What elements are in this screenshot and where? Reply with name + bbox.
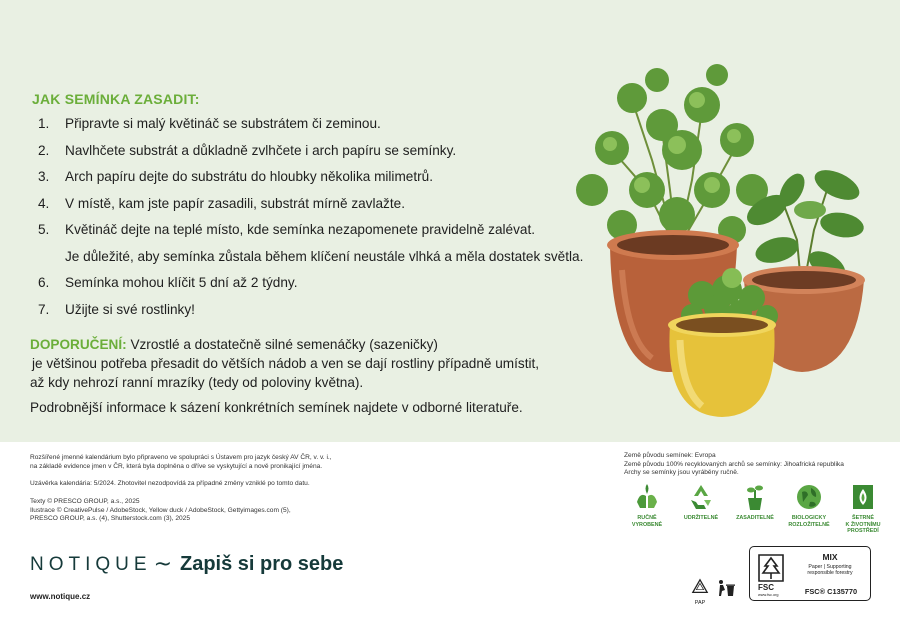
step-text: Semínka mohou klíčit 5 dní až 2 týdny. xyxy=(65,275,298,290)
trash-bin-icon xyxy=(716,578,736,598)
step-item xyxy=(38,222,598,249)
step-item xyxy=(38,275,598,302)
credit-line-3: PRESCO GROUP, a.s. (4), Shutterstock.com (3), 2025 xyxy=(30,515,191,523)
step-text: Užijte si své rostlinky! xyxy=(65,301,195,317)
brand-lockup xyxy=(30,552,343,577)
notique-logo: NOTIQUE xyxy=(30,553,152,575)
badge-label: ŠETRNÉ K ŽIVOTNÍMU PROSTŘEDÍ xyxy=(845,515,881,535)
badge-label: RUČNĚ VYROBENÉ xyxy=(631,515,663,528)
step-number: 5. xyxy=(38,222,50,237)
origin-info xyxy=(624,452,894,478)
fsc-code: FSC® C135770 xyxy=(804,587,858,596)
origin-line-3: Archy se semínky jsou vyráběny ručně. xyxy=(624,469,739,477)
calendar-note-line-2: na základě evidence jmen v ČR, která byla doplněna o dříve se vyskytující a nově pronikající jména. xyxy=(30,462,323,470)
globe-icon xyxy=(794,482,824,512)
badge-label: ZASADITELNÉ xyxy=(736,515,774,521)
origin-line-1: Země původu semínek: Evropa xyxy=(624,452,716,459)
badge-sustainable xyxy=(676,482,726,535)
step-text: Připravte si malý květináč se substrátem či zeminou. xyxy=(65,116,381,131)
step-text: V místě, kam jste papír zasadili, substrát mírně zavlažte. xyxy=(65,195,405,211)
fsc-tree-icon xyxy=(756,552,786,584)
credit-line-2: Ilustrace © CreativePulse / AdobeStock, Yellow duck / AdobeStock, Gettyimages.com (5), xyxy=(30,506,291,514)
pap-recycling-mark xyxy=(688,578,712,606)
step-note xyxy=(38,249,598,276)
fsc-url: www.fsc.org xyxy=(758,593,779,597)
parsley-leaves xyxy=(576,64,768,250)
closing-note: Uzávěrka kalendária: 5/2024. Zhotovitel nezodpovídá za případné změny vzniklé po tomto datu. xyxy=(30,480,310,487)
yellow-pot xyxy=(668,313,776,417)
herb-pots-illustration xyxy=(552,40,882,430)
instructions-heading: JAK SEMÍNKA ZASADIT: xyxy=(32,91,200,107)
step-number: 6. xyxy=(38,275,50,290)
eco-badges xyxy=(622,482,892,535)
tidy-man-mark xyxy=(716,578,736,602)
drop-leaf-icon xyxy=(848,482,878,512)
badge-biodegradable xyxy=(784,482,834,535)
step-number: 4. xyxy=(38,195,50,211)
step-text: Arch papíru dejte do substrátu do hloubky několika milimetrů. xyxy=(65,169,433,184)
pot-sprout-icon xyxy=(740,482,770,512)
fsc-mix: MIX xyxy=(822,552,838,562)
step-number: 3. xyxy=(38,169,50,184)
calendar-note-line-1: Rozšířené jmenné kalendárium bylo připraveno ve spolupráci s Ústavem pro jazyk český AV ČR, v. v. i., xyxy=(30,454,332,461)
badge-handmade xyxy=(622,482,672,535)
credit-line-1: Texty © PRESCO GROUP, a.s., 2025 xyxy=(30,498,140,505)
fsc-certification xyxy=(749,546,871,601)
recommendation-line-2: je většinou potřeba přesadit do větších nádob a ven se dají rostliny případně umístit, xyxy=(32,356,540,371)
badge-plantable xyxy=(730,482,780,535)
credits xyxy=(30,498,370,524)
step-text: Květináč dejte na teplé místo, kde semínka nezapomenete pravidelně zalévat. xyxy=(65,222,536,237)
step-text: Je důležité, aby semínka zůstala během klíčení neustále vlhká a měla dostatek světla. xyxy=(65,248,584,264)
badge-label: UDRŽITELNÉ xyxy=(683,515,719,521)
step-item xyxy=(38,196,598,223)
step-item xyxy=(38,302,598,329)
recycle-icon xyxy=(686,482,716,512)
recommendation xyxy=(30,335,590,392)
brand-slogan: Zapiš si pro sebe xyxy=(180,553,344,575)
step-text: Navlhčete substrát a důkladně zvlhčete i arch papíru se semínky. xyxy=(65,142,457,158)
recommendation-line-1: Vzrostlé a dostatečně silné semenáčky (sazeničky) xyxy=(126,337,438,352)
step-item xyxy=(38,169,598,196)
hands-icon xyxy=(632,482,662,512)
steps-list xyxy=(38,116,598,328)
step-item xyxy=(38,116,598,143)
recommendation-label: DOPORUČENÍ: xyxy=(30,337,127,352)
fsc-description: Paper | Supporting responsible forestry xyxy=(807,564,853,577)
tilde-mark: ~ xyxy=(153,552,172,577)
recommendation-line-3: až kdy nehrozí ranní mrazíky (tedy od poloviny května). xyxy=(30,375,364,390)
badge-label: BIOLOGICKY ROZLOŽITELNÉ xyxy=(788,515,830,528)
step-number: 1. xyxy=(38,116,50,131)
badge-eco-friendly xyxy=(838,482,888,535)
recycle-triangle-icon xyxy=(691,578,709,596)
origin-line-2: Země původu 100% recyklovaných archů se semínky: Jihoafrická republika xyxy=(624,460,844,468)
step-item xyxy=(38,143,598,170)
fsc-mark: FSC xyxy=(758,583,774,592)
step-number: 7. xyxy=(38,301,50,317)
more-info-text: Podrobnější informace k sázení konkrétních semínek najdete v odborné literatuře. xyxy=(30,400,523,415)
website-link[interactable]: www.notique.cz xyxy=(30,592,91,601)
step-number: 2. xyxy=(38,142,50,158)
pap-label: PAP xyxy=(694,600,706,606)
calendar-note xyxy=(30,454,370,471)
